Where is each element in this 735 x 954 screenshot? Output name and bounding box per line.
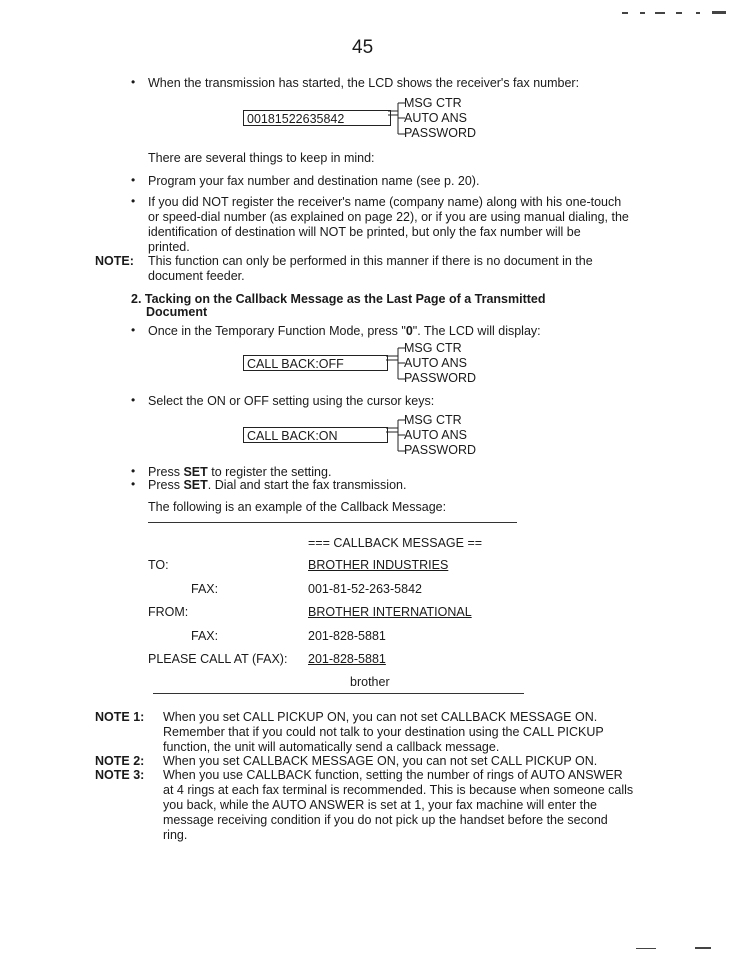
- callback-footer: brother: [350, 675, 390, 689]
- temp-mode-after: ". The LCD will display:: [412, 324, 541, 338]
- page-number: 45: [352, 37, 374, 58]
- note1-label: NOTE 1:: [95, 710, 145, 724]
- note3-line-1: When you use CALLBACK function, setting the number of rings of AUTO ANSWER: [163, 768, 623, 782]
- temp-mode-before: Once in the Temporary Function Mode, press ": [148, 324, 406, 338]
- callback-please-label: PLEASE CALL AT (FAX):: [148, 652, 288, 666]
- section-heading-line-1: 2. Tacking on the Callback Message as the Last Page of a Transmitted: [131, 292, 546, 306]
- key-zero: 0: [405, 324, 413, 338]
- scan-speck: [712, 11, 726, 14]
- callback-from-label: FROM:: [148, 605, 189, 619]
- callback-to-value: BROTHER INDUSTRIES: [308, 558, 449, 572]
- callback-from-value: BROTHER INTERNATIONAL: [308, 605, 472, 619]
- keep-in-mind-text: There are several things to keep in mind:: [148, 151, 375, 165]
- bullet-register-line-2: or speed-dial number (as explained on page 22), or if you are using manual dialing, the: [148, 210, 629, 224]
- scan-speck: [695, 947, 711, 949]
- note3-label: NOTE 3:: [95, 768, 145, 782]
- lcd-screen: 00181522635842: [243, 110, 391, 126]
- note-label: NOTE:: [95, 254, 134, 268]
- note3-line-5: ring.: [163, 828, 188, 842]
- lcd-screen: CALL BACK:OFF: [243, 355, 388, 371]
- bullet-register-line-3: identification of destination will NOT be printed, but only the fax number will be: [148, 225, 581, 239]
- note-line-2: document feeder.: [148, 269, 245, 283]
- press-set-dial: [148, 478, 406, 493]
- lcd-label-auto-ans: AUTO ANS: [404, 428, 467, 442]
- lcd-label-password: PASSWORD: [404, 371, 476, 385]
- bullet-dot: •: [131, 194, 136, 208]
- press-set-after: to register the setting.: [207, 465, 332, 479]
- note2-label: NOTE 2:: [95, 754, 145, 768]
- select-setting-text: Select the ON or OFF setting using the cursor keys:: [148, 394, 435, 408]
- scan-speck: [636, 948, 656, 949]
- bullet-dot: •: [131, 323, 136, 337]
- temp-mode-text: [148, 324, 541, 339]
- lcd-label-msg-ctr: MSG CTR: [404, 413, 462, 427]
- lcd-label-auto-ans: AUTO ANS: [404, 356, 467, 370]
- note-line-1: This function can only be performed in this manner if there is no document in the: [148, 254, 593, 268]
- divider-top: [148, 522, 517, 523]
- press-word: Press: [148, 478, 184, 492]
- key-set: SET: [183, 465, 208, 479]
- scan-speck: [655, 12, 665, 14]
- note1-line-3: function, the unit will automatically send a callback message.: [163, 740, 500, 754]
- lcd-connector-lines: [386, 343, 406, 383]
- divider-bottom: [153, 693, 524, 694]
- press-word: Press: [148, 465, 184, 479]
- lcd-screen: CALL BACK:ON: [243, 427, 388, 443]
- press-set2-after: . Dial and start the fax transmission.: [207, 478, 407, 492]
- bullet-dot: •: [131, 464, 136, 478]
- note1-line-2: Remember that if you could not talk to your destination using the CALL PICKUP: [163, 725, 604, 739]
- callback-from-fax-value: 201-828-5881: [308, 629, 386, 643]
- bullet-program-fax: Program your fax number and destination name (see p. 20).: [148, 174, 480, 188]
- section-heading-line-2: Document: [146, 305, 208, 319]
- lcd-label-password: PASSWORD: [404, 126, 476, 140]
- lcd-label-password: PASSWORD: [404, 443, 476, 457]
- note3-line-4: message receiving condition if you do not pick up the handset before the second: [163, 813, 608, 827]
- callback-header: === CALLBACK MESSAGE ==: [308, 536, 483, 550]
- bullet-dot: •: [131, 75, 136, 89]
- scan-speck: [640, 12, 645, 14]
- key-set: SET: [183, 478, 208, 492]
- note3-line-2: at 4 rings at each fax terminal is recommended. This is because when someone calls: [163, 783, 634, 797]
- note2-text: When you set CALLBACK MESSAGE ON, you can not set CALL PICKUP ON.: [163, 754, 598, 768]
- example-intro-text: The following is an example of the Callback Message:: [148, 500, 447, 514]
- lcd-label-auto-ans: AUTO ANS: [404, 111, 467, 125]
- callback-to-fax-label: FAX:: [191, 582, 219, 596]
- callback-from-fax-label: FAX:: [191, 629, 219, 643]
- bullet-dot: •: [131, 393, 136, 407]
- callback-to-label: TO:: [148, 558, 169, 572]
- note1-line-1: When you set CALL PICKUP ON, you can not set CALLBACK MESSAGE ON.: [163, 710, 598, 724]
- callback-please-value: 201-828-5881: [308, 652, 386, 666]
- lcd-label-msg-ctr: MSG CTR: [404, 341, 462, 355]
- bullet-register-line-1: If you did NOT register the receiver's name (company name) along with his one-touch: [148, 195, 622, 209]
- scan-speck: [696, 12, 700, 14]
- scan-speck: [622, 12, 628, 14]
- note3-line-3: you back, while the AUTO ANSWER is set at 1, your fax machine will enter the: [163, 798, 597, 812]
- lcd-label-msg-ctr: MSG CTR: [404, 96, 462, 110]
- bullet-dot: •: [131, 173, 136, 187]
- lcd-connector-lines: [386, 415, 406, 455]
- bullet-dot: •: [131, 477, 136, 491]
- bullet-register-line-4: printed.: [148, 240, 190, 254]
- callback-to-fax-value: 001-81-52-263-5842: [308, 582, 422, 596]
- scan-speck: [676, 12, 682, 14]
- intro-text: When the transmission has started, the LCD shows the receiver's fax number:: [148, 76, 580, 90]
